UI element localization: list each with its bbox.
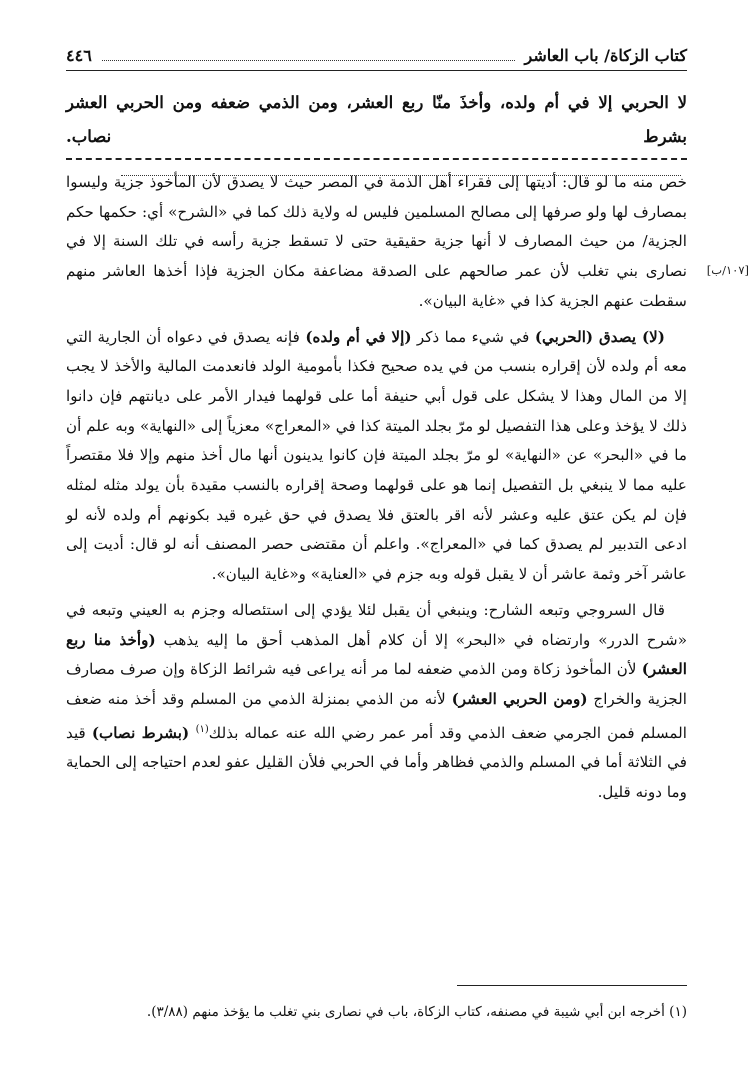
header-title: كتاب الزكاة/ باب العاشر: [524, 45, 687, 65]
footnote: [66, 1000, 687, 1024]
commentary-body: [66, 168, 687, 814]
paragraph-text: قال السروجي وتبعه الشارح: وينبغي أن يقبل لئلا يؤدي إلى استئصاله وجزم به العيني وتبعه في «شرح الدرر» وارتضاه في «البحر» إلا أن كلام أهل المذهب أحق ما إليه يذهب: [66, 600, 687, 649]
running-header: [66, 40, 687, 71]
quoted-matn: (إلا في أم ولده): [305, 327, 412, 346]
matn-text: لا الحربي إلا في أم ولده، وأخذَ منّا ربع العشر، ومن الذمي ضعفه ومن الحربي العشر بشرط نصاب.: [66, 93, 687, 146]
commentary-paragraph-3: [66, 596, 687, 808]
footnote-rule: [457, 985, 687, 986]
paragraph-text: قيد في الثلاثة أما في المسلم والذمي فظاهر وأما في الحربي فلأن القليل عفو لعدم احتياجه إلى الحماية وما دونه قليل.: [66, 723, 687, 802]
quoted-matn: (الحربي): [534, 327, 594, 346]
paragraph-text: في شيء مما ذكر: [411, 327, 535, 346]
footnote-text: (١) أخرجه ابن أبي شيبة في مصنفه، كتاب الزكاة، باب في نصارى بني تغلب ما يؤخذ منهم (٣/٨٨).: [146, 1004, 687, 1020]
footnote-reference[interactable]: (١): [195, 723, 209, 735]
quoted-matn: (ومن الحربي العشر): [451, 689, 588, 708]
quoted-matn: (وأخذ منا ربع العشر): [66, 630, 687, 679]
paragraph-text: لأن المأخوذ زكاة ومن الذمي ضعفه لما مر أنه يراعى فيه شرائط الزكاة وإن صرف مصارف الجزية والخراج: [66, 660, 687, 708]
section-divider: [66, 158, 687, 160]
commentary-paragraph-1: [66, 168, 687, 317]
paragraph-text: خص منه ما لو قال: أديتها إلى فقراء أهل الذمة في المصر حيث لا يصدق لأن المأخوذ جزية وليسوا بمصارف لها ولو صرفها إلى مصالح المسلمين فليس له ولاية ذلك كما في «الشرح» أي: حكمها حكم الجزية/ من حيث المصارف لا أنها جزية حقيقية حتى لا تسقط جزية رأسه في تلك السنة إلا في نصارى بني تغلب لأن عمر صالحهم على الصدقة مضاعفة مكان الجزية فإذا أخذها العاشر منهم سقطت عنهم الجزية كذا في «غاية البيان».: [66, 173, 687, 310]
quoted-matn: (بشرط نصاب): [91, 723, 196, 742]
paragraph-text: فإنه يصدق في دعواه أن الجارية التي معه أم ولده لأن إقراره بنسب من في يده صحيح فكذا بأمومية الولد فانعدمت المالية والأخذ لا يجب إلا من المال وهذا لا يشكل على قول أبي حنيفة أما على قولهما فيدار الأمر على ديانتهم فإن دانوا ذلك لا يؤخذ وعلى هذا التفصيل لو مرّ بجلد الميتة كذا في «المعراج» معزياً إلى «النهاية» وبه علم أن ما في «البحر» عن «النهاية» لو مرّ بجلد الميتة فإن كانوا يدينون أنها مال أخذ منهم وإلا فلا مقتصراً عليه مما لا ينبغي بل التفصيل إنما هو على قولهما وصحة إقراره بالنسب مقيدة بأن يولد مثله لمثله فإن لم يكن عتق عليه وعشر لأنه اقر بالعتق فلا يصدق في حق غيره قيد بكونهم أم ولده لأنه لو ادعى التدبير لم يصدق كما في «المعراج». واعلم أن مقتضى حصر المصنف أنه لو قال: أديت إلى عاشر آخر وثمة عاشر أن لا يقبل قوله وبه جزم في «العناية» و«غاية البيان».: [66, 327, 687, 584]
paragraph-text: لأنه من الذمي بمنزلة الذمي من المسلم وقد أخذ منه ضعف المسلم فمن الجرمي ضعف الذمي وقد أمر عمر رضي الله عنه عماله بذلك: [66, 689, 687, 742]
header-leader-dots: [102, 50, 515, 61]
quoted-matn: (لا) يصدق: [593, 327, 665, 346]
commentary-paragraph-2: [66, 323, 687, 590]
manuscript-folio-marker: [١٠٧/ب]: [706, 263, 749, 277]
page-number: ٤٤٦: [66, 45, 92, 65]
